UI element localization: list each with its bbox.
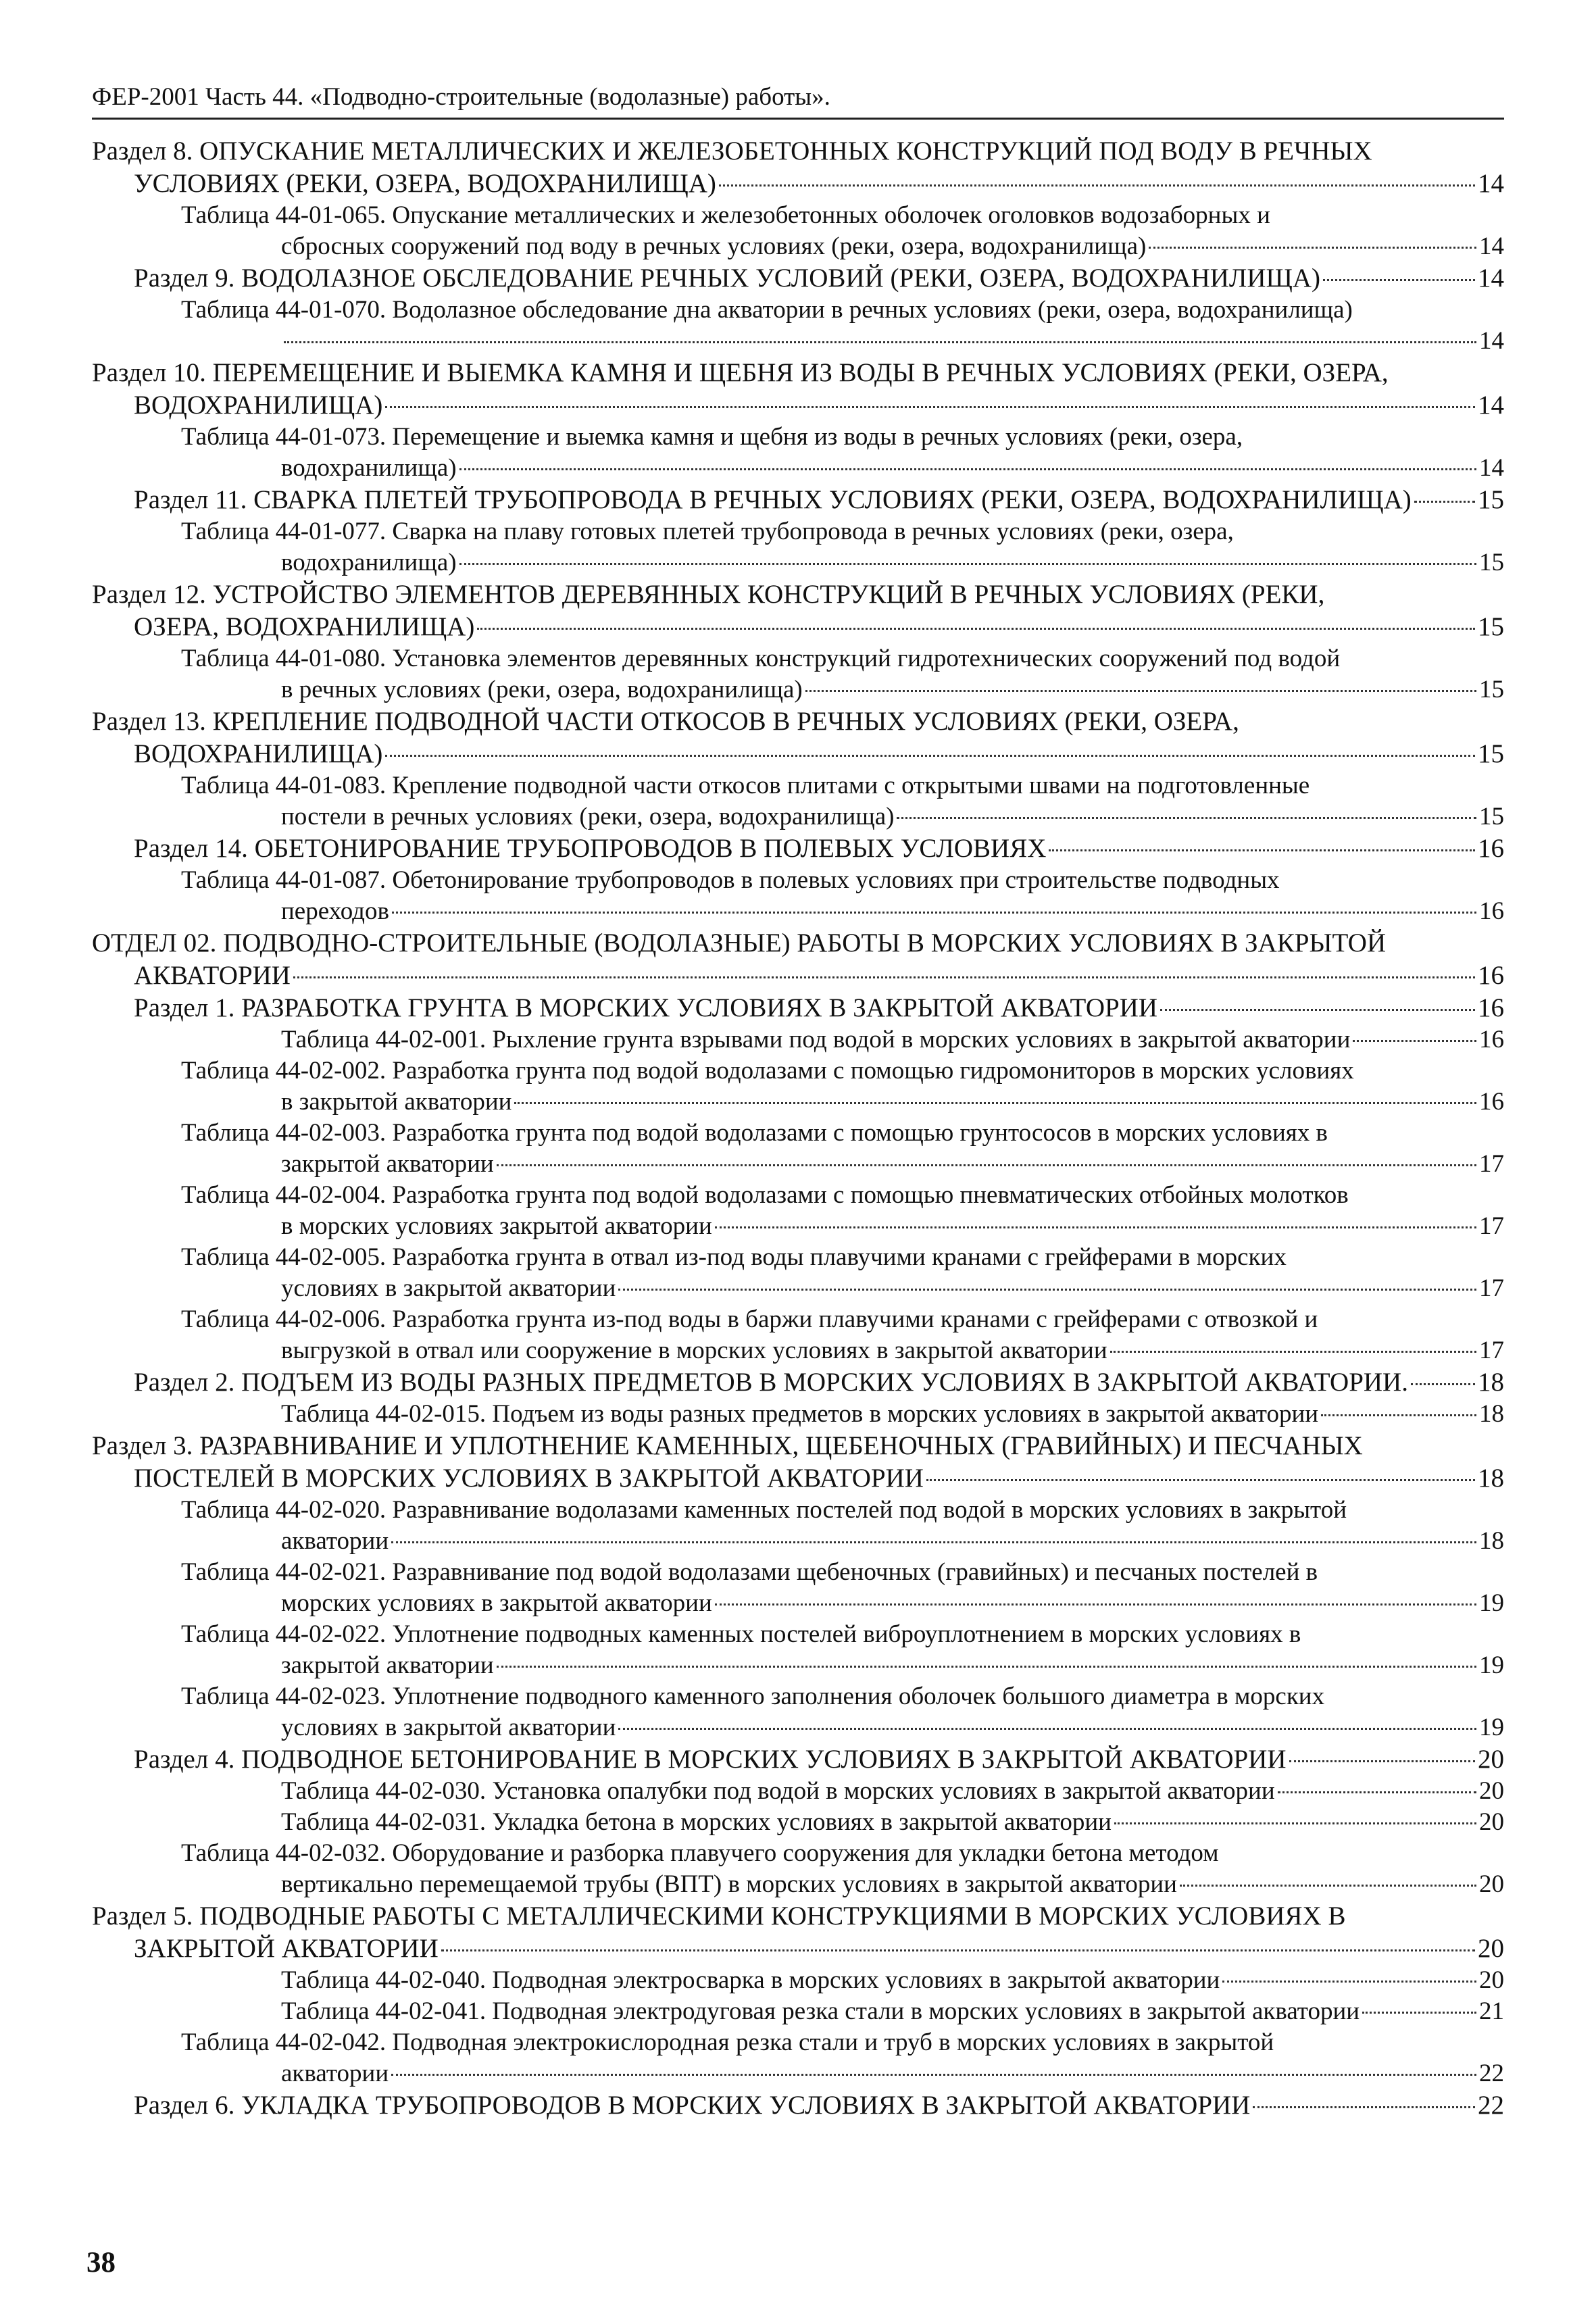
toc-entry-title-end: Таблица 44-02-001. Рыхление грунта взрывами под водой в морских условиях в закрытой акватории [281,1026,1351,1053]
toc-table-entry [92,1557,1504,1619]
dot-leader [1411,1383,1475,1385]
toc-page-number: 20 [1478,1745,1504,1774]
toc-entry-line [134,168,1504,200]
toc-page-number: 18 [1479,1400,1504,1428]
dot-leader [385,406,1475,408]
dot-leader [719,184,1475,186]
toc-entry-title-end: ВОДОХРАНИЛИЩА) [134,391,383,420]
toc-entry-title: Таблица 44-01-077. Сварка на плаву готовых плетей трубопровода в речных условиях (реки, озера, [181,518,1234,545]
toc-page-number: 16 [1478,961,1504,990]
toc-section-entry [92,357,1504,422]
toc-entry-title: Таблица 44-02-006. Разработка грунта из-под воды в баржи плавучими кранами с грейферами с отвозкой и [181,1305,1318,1333]
dot-leader [926,1479,1475,1481]
toc-entry-line [281,1087,1504,1118]
dot-leader [392,912,1476,914]
toc-entry-line [281,1776,1504,1807]
toc-entry-line [281,231,1504,262]
toc-entry-line [281,1869,1504,1900]
dot-leader [715,1603,1476,1605]
toc-table-entry [92,1681,1504,1743]
toc-page-number: 20 [1478,1934,1504,1963]
toc-table-entry [92,1965,1504,1996]
toc-entry-title: Таблица 44-01-087. Обетонирование трубопроводов в полевых условиях при строительстве подводных [181,866,1280,894]
toc-entry-line [134,832,1504,865]
toc-entry-line [134,484,1504,516]
toc-entry-title: Раздел 3. РАЗРАВНИВАНИЕ И УПЛОТНЕНИЕ КАМЕННЫХ, ЩЕБЕНОЧНЫХ (ГРАВИЙНЫХ) И ПЕСЧАНЫХ [92,1431,1363,1460]
toc-page-number: 20 [1479,1808,1504,1836]
toc-entry-line [281,674,1504,705]
toc-entry-line [281,1588,1504,1619]
toc-entry-title-end: АКВАТОРИИ [134,961,291,990]
toc-table-entry [92,1776,1504,1807]
toc-entry-title-end: ПОСТЕЛЕЙ В МОРСКИХ УСЛОВИЯХ В ЗАКРЫТОЙ АКВАТОРИИ [134,1464,924,1493]
toc-page-number: 15 [1478,612,1504,641]
toc-page-number: 21 [1479,1997,1504,2025]
toc-entry-title-end: Таблица 44-02-040. Подводная электросварка в морских условиях в закрытой акватории [281,1966,1220,1994]
dot-leader [1353,1040,1476,1042]
dot-leader [1362,2012,1476,2014]
toc-entry-title-end: ОЗЕРА, ВОДОХРАНИЛИЩА) [134,612,475,641]
toc-table-entry [92,2027,1504,2089]
toc-page-number: 14 [1479,454,1504,482]
toc-entry-line [281,801,1504,832]
toc-entry-title: Таблица 44-02-005. Разработка грунта в отвал из-под воды плавучими кранами с грейферами в морских [181,1243,1287,1271]
toc-table-entry [92,1495,1504,1557]
toc-entry-line [134,262,1504,295]
toc-entry-line [281,326,1504,357]
toc-entry-title-end: Раздел 14. ОБЕТОНИРОВАНИЕ ТРУБОПРОВОДОВ В ПОЛЕВЫХ УСЛОВИЯХ [134,834,1047,863]
toc-entry-title-end: в закрытой акватории [281,1088,512,1116]
toc-entry-title-end: УСЛОВИЯХ (РЕКИ, ОЗЕРА, ВОДОХРАНИЛИЩА) [134,169,716,198]
toc-table-entry [92,1996,1504,2027]
toc-entry-line [281,1712,1504,1743]
toc-entry-title: Таблица 44-01-065. Опускание металлических и железобетонных оболочек оголовков водозаборных и [181,201,1270,229]
toc-entry-title-end: условиях в закрытой акватории [281,1714,616,1741]
toc-entry-title: Таблица 44-02-021. Разравнивание под водой водолазами щебеночных (гравийных) и песчаных постелей в [181,1558,1318,1586]
toc-page-number: 17 [1479,1337,1504,1364]
dot-leader [477,628,1475,630]
toc-table-entry [92,643,1504,705]
dot-leader [441,1949,1475,1951]
toc-table-entry [92,1242,1504,1304]
dot-leader [497,1164,1476,1166]
toc-entry-line [134,1933,1504,1965]
toc-entry-title: Таблица 44-02-042. Подводная электрокислородная резка стали и труб в морских условиях в закрытой [181,2028,1274,2056]
dot-leader [497,1666,1476,1668]
toc-page-number: 16 [1479,1026,1504,1053]
page-number: 38 [86,2247,116,2279]
toc-entry-title: Таблица 44-02-003. Разработка грунта под водой водолазами с помощью грунтососов в морских условиях в [181,1119,1328,1147]
dot-leader [284,341,1476,343]
toc-page-number: 16 [1478,834,1504,863]
toc-entry-title-end: Раздел 6. УКЛАДКА ТРУБОПРОВОДОВ В МОРСКИХ УСЛОВИЯХ В ЗАКРЫТОЙ АКВАТОРИИ [134,2091,1251,2120]
toc-entry-title: Раздел 13. КРЕПЛЕНИЕ ПОДВОДНОЙ ЧАСТИ ОТКОСОВ В РЕЧНЫХ УСЛОВИЯХ (РЕКИ, ОЗЕРА, [92,707,1239,736]
dot-leader [618,1728,1476,1730]
toc-table-entry [92,422,1504,484]
toc-section-entry [92,1366,1504,1399]
toc-table-entry [92,200,1504,262]
toc-entry-title: Таблица 44-01-080. Установка элементов деревянных конструкций гидротехнических сооружений под водой [181,645,1341,672]
dot-leader [385,755,1475,757]
toc-table-entry [92,1180,1504,1242]
toc-section-entry [92,1743,1504,1776]
dot-leader [1278,1791,1476,1793]
toc-table-entry [92,1619,1504,1681]
dot-leader [1323,279,1475,281]
toc-table-entry [92,295,1504,357]
dot-leader [391,1541,1476,1543]
toc-entry-line [281,1650,1504,1681]
dot-leader [1321,1414,1476,1416]
toc-section-entry [92,262,1504,295]
toc-entry-line [134,992,1504,1024]
toc-page-number: 14 [1478,264,1504,293]
toc-section-entry [92,1430,1504,1495]
toc-table-entry [92,1118,1504,1180]
toc-entry-line [281,1273,1504,1304]
toc-table-entry [92,516,1504,578]
toc-page-number: 20 [1479,1870,1504,1898]
toc-section-entry [92,927,1504,992]
toc-entry-title-end: вертикально перемещаемой трубы (ВПТ) в морских условиях в закрытой акватории [281,1870,1177,1898]
toc-entry-title-end: переходов [281,897,389,925]
dot-leader [1049,849,1475,851]
toc-page-number: 15 [1479,549,1504,576]
toc-entry-title-end: ВОДОХРАНИЛИЩА) [134,739,383,768]
toc-entry-line [281,547,1504,578]
toc-page-number: 16 [1478,993,1504,1022]
table-of-contents [92,135,1504,2122]
toc-entry-title: Таблица 44-02-023. Уплотнение подводного каменного заполнения оболочек большого диаметра в морских [181,1683,1325,1710]
toc-table-entry [92,1304,1504,1366]
toc-entry-title: Таблица 44-02-020. Разравнивание водолазами каменных постелей под водой в морских условиях в закрытой [181,1496,1347,1524]
toc-page-number: 18 [1478,1464,1504,1493]
toc-entry-title: Таблица 44-02-022. Уплотнение подводных каменных постелей виброуплотнением в морских условиях в [181,1620,1301,1648]
toc-entry-title-end: Таблица 44-02-041. Подводная электродуговая резка стали в морских условиях в закрытой акватории [281,1997,1360,2025]
toc-entry-title: ОТДЕЛ 02. ПОДВОДНО-СТРОИТЕЛЬНЫЕ (ВОДОЛАЗНЫЕ) РАБОТЫ В МОРСКИХ УСЛОВИЯХ В ЗАКРЫТОЙ [92,928,1387,957]
toc-entry-title-end: постели в речных условиях (реки, озера, водохранилища) [281,803,895,830]
toc-entry-title: Таблица 44-01-070. Водолазное обследование дна акватории в речных условиях (реки, озера, водохранилища) [181,296,1353,324]
running-header: ФЕР-2001 Часть 44. «Подводно-строительные (водолазные) работы». [92,83,830,111]
dot-leader [459,563,1476,565]
dot-leader [1180,1885,1476,1887]
dot-leader [1114,1822,1476,1824]
toc-section-entry [92,1900,1504,1965]
toc-page-number: 14 [1479,232,1504,260]
toc-section-entry [92,2089,1504,2122]
toc-entry-line [134,389,1504,422]
toc-entry-title-end: Раздел 2. ПОДЪЕМ ИЗ ВОДЫ РАЗНЫХ ПРЕДМЕТОВ В МОРСКИХ УСЛОВИЯХ В ЗАКРЫТОЙ АКВАТОРИИ. [134,1368,1408,1397]
dot-leader [459,468,1476,470]
toc-table-entry [92,865,1504,927]
toc-page-number: 16 [1479,897,1504,925]
dot-leader [1289,1760,1475,1762]
dot-leader [1253,2106,1475,2108]
toc-entry-title: Раздел 5. ПОДВОДНЫЕ РАБОТЫ С МЕТАЛЛИЧЕСКИМИ КОНСТРУКЦИЯМИ В МОРСКИХ УСЛОВИЯХ В [92,1901,1346,1931]
toc-entry-title-end: в речных условиях (реки, озера, водохранилища) [281,676,803,703]
toc-page-number: 14 [1479,327,1504,355]
toc-entry-title: Таблица 44-02-004. Разработка грунта под водой водолазами с помощью пневматических отбойных молотков [181,1181,1349,1209]
toc-entry-title-end: Таблица 44-02-030. Установка опалубки под водой в морских условиях в закрытой акватории [281,1777,1275,1805]
toc-page-number: 15 [1478,485,1504,514]
toc-page-number: 22 [1478,2091,1504,2120]
toc-entry-title-end: Раздел 9. ВОДОЛАЗНОЕ ОБСЛЕДОВАНИЕ РЕЧНЫХ УСЛОВИЙ (РЕКИ, ОЗЕРА, ВОДОХРАНИЛИЩА) [134,264,1321,293]
toc-page-number: 14 [1478,391,1504,420]
toc-page-number: 17 [1479,1212,1504,1240]
toc-entry-title: Раздел 12. УСТРОЙСТВО ЭЛЕМЕНТОВ ДЕРЕВЯННЫХ КОНСТРУКЦИЙ В РЕЧНЫХ УСЛОВИЯХ (РЕКИ, [92,580,1325,609]
toc-entry-line [281,1807,1504,1838]
toc-page-number: 16 [1479,1088,1504,1116]
toc-page-number: 19 [1479,1589,1504,1617]
toc-entry-line [134,611,1504,643]
toc-entry-title-end: в морских условиях закрытой акватории [281,1212,712,1240]
toc-page-number: 15 [1479,803,1504,830]
toc-table-entry [92,1838,1504,1900]
toc-entry-title: Таблица 44-01-073. Перемещение и выемка камня и щебня из воды в речных условиях (реки, озера, [181,423,1243,451]
toc-entry-title-end: сбросных сооружений под воду в речных условиях (реки, озера, водохранилища) [281,232,1147,260]
toc-page-number: 18 [1479,1527,1504,1555]
toc-entry-line [281,896,1504,927]
toc-section-entry [92,135,1504,200]
toc-entry-line [134,1366,1504,1399]
toc-table-entry [92,1807,1504,1838]
toc-entry-title-end: Таблица 44-02-015. Подъем из воды разных предметов в морских условиях в закрытой акватории [281,1400,1319,1428]
toc-section-entry [92,484,1504,516]
toc-section-entry [92,992,1504,1024]
toc-entry-title-end: акватории [281,2060,389,2087]
toc-section-entry [92,705,1504,770]
toc-section-entry [92,832,1504,865]
toc-entry-line [281,2058,1504,2089]
toc-page-number: 22 [1479,2060,1504,2087]
toc-page-number: 20 [1479,1966,1504,1994]
dot-leader [1222,1981,1476,1983]
toc-page-number: 15 [1479,676,1504,703]
dot-leader [618,1289,1476,1291]
dot-leader [715,1226,1476,1228]
toc-page-number: 17 [1479,1150,1504,1178]
dot-leader [514,1102,1476,1104]
toc-table-entry [92,770,1504,832]
toc-entry-title-end: ЗАКРЫТОЙ АКВАТОРИИ [134,1934,439,1963]
dot-leader [1149,247,1476,249]
toc-entry-line [281,1211,1504,1242]
toc-entry-title-end: Раздел 4. ПОДВОДНОЕ БЕТОНИРОВАНИЕ В МОРСКИХ УСЛОВИЯХ В ЗАКРЫТОЙ АКВАТОРИИ [134,1745,1287,1774]
toc-table-entry [92,1055,1504,1118]
dot-leader [1414,501,1475,503]
toc-entry-line [134,2089,1504,2122]
toc-entry-title-end: акватории [281,1527,389,1555]
toc-entry-title-end: закрытой акватории [281,1651,494,1679]
toc-section-entry [92,578,1504,643]
toc-page-number: 19 [1479,1714,1504,1741]
toc-table-entry [92,1399,1504,1430]
toc-entry-line [281,1149,1504,1180]
toc-entry-title-end: условиях в закрытой акватории [281,1274,616,1302]
toc-page-number: 18 [1478,1368,1504,1397]
toc-entry-line [134,960,1504,992]
toc-entry-line [281,1996,1504,2027]
toc-entry-title: Таблица 44-02-002. Разработка грунта под водой водолазами с помощью гидромониторов в морских условиях [181,1057,1354,1085]
toc-entry-line [281,1965,1504,1996]
toc-entry-title: Раздел 8. ОПУСКАНИЕ МЕТАЛЛИЧЕСКИХ И ЖЕЛЕЗОБЕТОННЫХ КОНСТРУКЦИЙ ПОД ВОДУ В РЕЧНЫХ [92,136,1372,166]
toc-entry-title-end: Раздел 1. РАЗРАБОТКА ГРУНТА В МОРСКИХ УСЛОВИЯХ В ЗАКРЫТОЙ АКВАТОРИИ [134,993,1158,1022]
toc-page-number: 19 [1479,1651,1504,1679]
toc-entry-title-end: водохранилища) [281,549,457,576]
toc-entry-line [281,1335,1504,1366]
toc-entry-title-end: выгрузкой в отвал или сооружение в морских условиях в закрытой акватории [281,1337,1107,1364]
dot-leader [293,976,1475,978]
dot-leader [391,2074,1476,2076]
toc-page-number: 15 [1478,739,1504,768]
toc-entry-line [134,1462,1504,1495]
toc-table-entry [92,1024,1504,1055]
toc-page-number: 17 [1479,1274,1504,1302]
toc-entry-line [134,738,1504,770]
dot-leader [1110,1351,1476,1353]
toc-entry-title: Раздел 10. ПЕРЕМЕЩЕНИЕ И ВЫЕМКА КАМНЯ И ЩЕБНЯ ИЗ ВОДЫ В РЕЧНЫХ УСЛОВИЯХ (РЕКИ, ОЗЕРА, [92,358,1389,387]
toc-entry-line [281,1024,1504,1055]
toc-entry-title-end: закрытой акватории [281,1150,494,1178]
toc-entry-title-end: Таблица 44-02-031. Укладка бетона в морских условиях в закрытой акватории [281,1808,1112,1836]
toc-entry-line [281,453,1504,484]
dot-leader [897,817,1476,819]
toc-entry-line [281,1399,1504,1430]
toc-page-number: 20 [1479,1777,1504,1805]
toc-entry-line [281,1526,1504,1557]
toc-entry-title: Таблица 44-01-083. Крепление подводной части откосов плитами с открытыми швами на подготовленные [181,772,1310,799]
toc-entry-title-end: Раздел 11. СВАРКА ПЛЕТЕЙ ТРУБОПРОВОДА В РЕЧНЫХ УСЛОВИЯХ (РЕКИ, ОЗЕРА, ВОДОХРАНИЛИЩА) [134,485,1412,514]
toc-page-number: 14 [1478,169,1504,198]
toc-entry-title: Таблица 44-02-032. Оборудование и разборка плавучего сооружения для укладки бетона методом [181,1839,1219,1867]
dot-leader [805,690,1476,692]
toc-entry-line [134,1743,1504,1776]
dot-leader [1160,1009,1475,1011]
header-rule [92,118,1504,120]
toc-entry-title-end: водохранилища) [281,454,457,482]
toc-entry-title-end: морских условиях в закрытой акватории [281,1589,712,1617]
